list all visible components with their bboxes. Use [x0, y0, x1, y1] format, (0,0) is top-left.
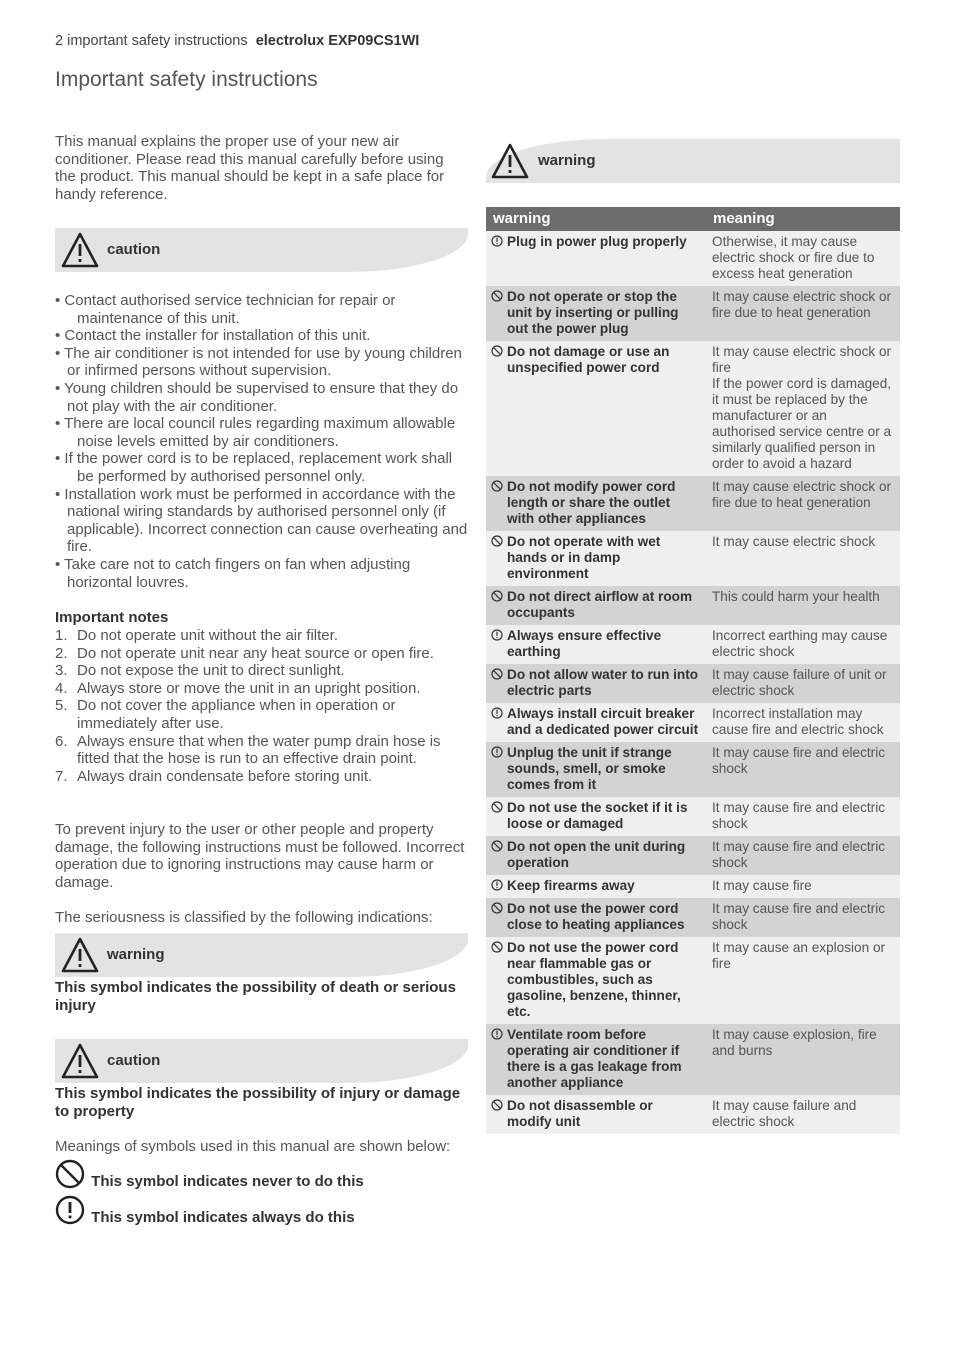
list-item: 4. Always store or move the unit in an upright position. — [55, 679, 421, 697]
warning-cell — [486, 836, 706, 875]
prohibited-icon — [491, 590, 503, 606]
meaning-cell: It may cause an explosion or fire — [706, 937, 900, 1024]
meaning-cell: Incorrect earthing may cause electric shock — [706, 625, 900, 664]
warning-text: Plug in power plug properly — [507, 234, 687, 249]
table-row — [486, 1024, 900, 1095]
table-row — [486, 531, 900, 586]
exclamation-circle-icon — [491, 707, 503, 723]
warning-cell — [486, 1095, 706, 1134]
warning-text: Do not modify power cord length or share the outlet with other appliances — [507, 479, 676, 526]
warning-triangle-icon — [61, 232, 99, 268]
prevent-paragraph: To prevent injury to the user or other people and property damage, the following instructions must be followed. Incorrect operation due to ignoring instructions may cause harm or damage. — [55, 821, 465, 891]
warning-text: Do not operate or stop the unit by inserting or pulling out the power plug — [507, 289, 679, 336]
meaning-cell: This could harm your health — [706, 586, 900, 625]
warning-text: Unplug the unit if strange sounds, smell, or smoke comes from it — [507, 745, 672, 792]
prohibited-icon — [491, 668, 503, 684]
prohibited-icon — [491, 480, 503, 496]
meaning-cell: It may cause fire — [706, 875, 900, 898]
table-row — [486, 742, 900, 797]
table-row — [486, 1095, 900, 1134]
warning-triangle-icon — [61, 1043, 99, 1079]
exclamation-circle-icon — [491, 629, 503, 645]
table-row — [486, 476, 900, 531]
list-item: • Contact the installer for installation of this unit. — [55, 327, 371, 345]
exclamation-circle-icon — [491, 1028, 503, 1044]
prohibited-icon — [491, 535, 503, 551]
list-item: 2. Do not operate unit near any heat source or open fire. — [55, 644, 434, 662]
exclamation-circle-icon — [491, 746, 503, 762]
always-text: This symbol indicates always do this — [91, 1209, 355, 1226]
warning-text: Do not operate with wet hands or in damp environment — [507, 534, 661, 581]
prohibited-icon — [491, 840, 503, 856]
warning-text: Do not use the power cord close to heating appliances — [507, 901, 685, 932]
warning-text: Do not damage or use an unspecified power cord — [507, 344, 670, 375]
list-item: 7. Always drain condensate before storing unit. — [55, 767, 373, 785]
table-row — [486, 937, 900, 1024]
table-row — [486, 898, 900, 937]
warning-text: Do not disassemble or modify unit — [507, 1098, 653, 1129]
warning-cell — [486, 286, 706, 341]
warning-band — [55, 933, 468, 977]
caution-label: caution — [107, 241, 161, 258]
page-title: Important safety instructions — [55, 68, 318, 91]
table-row — [486, 231, 900, 286]
prohibited-icon — [491, 290, 503, 306]
warning-text: Do not use the socket if it is loose or damaged — [507, 800, 688, 831]
warning-table — [486, 207, 900, 1134]
table-row — [486, 586, 900, 625]
meaning-cell: It may cause failure and electric shock — [706, 1095, 900, 1134]
list-item: 5. Do not cover the appliance when in operation or immediately after use. — [55, 697, 396, 732]
list-item: • There are local council rules regarding maximum allowable noise levels emitted by air conditioners. — [55, 415, 456, 450]
caution-band — [55, 228, 468, 272]
list-item: • Take care not to catch fingers on fan when adjusting horizontal louvres. — [55, 555, 411, 591]
warning-cell — [486, 341, 706, 476]
page-section: 2 important safety instructions — [55, 33, 248, 49]
prohibited-icon — [491, 801, 503, 817]
meaning-cell: It may cause fire and electric shock — [706, 742, 900, 797]
table-warning-band — [486, 139, 900, 183]
list-item: 1. Do not operate unit without the air filter. — [55, 627, 338, 644]
list-item: 6. Always ensure that when the water pump drain hose is fitted that the hose is run to an effective drain point. — [55, 732, 441, 768]
exclamation-circle-icon — [55, 1195, 85, 1225]
table-header-row — [486, 207, 900, 231]
table-row — [486, 341, 900, 476]
caution-label: caution — [107, 1052, 161, 1069]
seriousness-paragraph: The seriousness is classified by the following indications: — [55, 909, 433, 926]
meaning-cell: It may cause failure of unit or electric shock — [706, 664, 900, 703]
meaning-cell: It may cause explosion, fire and burns — [706, 1024, 900, 1095]
list-item: • The air conditioner is not intended for use by young children or infirmed persons without supervision. — [55, 344, 462, 380]
notes-list — [55, 627, 469, 785]
warning-label: warning — [538, 152, 596, 169]
always-symbol-row — [55, 1195, 353, 1225]
warning-cell — [486, 1024, 706, 1095]
warning-label: warning — [107, 946, 165, 963]
caution-band-2 — [55, 1039, 468, 1083]
caution-list — [55, 292, 469, 591]
table-row — [486, 797, 900, 836]
meaning-cell: Incorrect installation may cause fire and electric shock — [706, 703, 900, 742]
exclamation-circle-icon — [491, 879, 503, 895]
meaning-cell: It may cause fire and electric shock — [706, 797, 900, 836]
table-row — [486, 286, 900, 341]
prohibited-icon — [55, 1159, 85, 1189]
warning-cell — [486, 937, 706, 1024]
warning-cell — [486, 586, 706, 625]
warning-cell — [486, 875, 706, 898]
meaning-cell: It may cause electric shock or fire If the power cord is damaged, it must be replaced by the manufacturer or an authorised service centre or a similarly qualified person in order to avoid a hazard — [706, 341, 900, 476]
column-header-warning: warning — [486, 207, 706, 231]
warning-cell — [486, 797, 706, 836]
meaning-cell: Otherwise, it may cause electric shock or fire due to excess heat generation — [706, 231, 900, 286]
prohibited-icon — [491, 345, 503, 361]
model-name: electrolux EXP09CS1WI — [255, 33, 420, 49]
list-item: • Young children should be supervised to ensure that they do not play with the air conditioner. — [55, 379, 459, 415]
list-item: • Contact authorised service technician for repair or maintenance of this unit. — [55, 292, 396, 327]
warning-text: Do not open the unit during operation — [507, 839, 686, 870]
warning-triangle-icon — [491, 143, 529, 179]
notes-heading: Important notes — [55, 609, 169, 626]
warning-cell — [486, 231, 706, 286]
prohibited-icon — [491, 941, 503, 957]
warning-triangle-icon — [61, 937, 99, 973]
warning-text: Do not allow water to run into electric parts — [507, 667, 699, 698]
warning-cell — [486, 898, 706, 937]
table-row — [486, 703, 900, 742]
warning-text: Ventilate room before operating air conditioner if there is a gas leakage from another appliance — [507, 1027, 682, 1090]
warning-text: Always ensure effective earthing — [507, 628, 662, 659]
prohibited-icon — [491, 902, 503, 918]
list-item: 3. Do not expose the unit to direct sunlight. — [55, 662, 345, 680]
table-row — [486, 875, 900, 898]
meaning-cell: It may cause electric shock or fire due to heat generation — [706, 286, 900, 341]
warning-cell — [486, 625, 706, 664]
warning-cell — [486, 476, 706, 531]
table-row — [486, 625, 900, 664]
intro-paragraph: This manual explains the proper use of your new air conditioner. Please read this manual carefully before using the product. This manual should be kept in a safe place for handy reference. — [55, 133, 445, 203]
warning-text: Keep firearms away — [507, 878, 635, 893]
meaning-cell: It may cause fire and electric shock — [706, 898, 900, 937]
list-item: • If the power cord is to be replaced, replacement work shall be performed by authorised personnel only. — [55, 450, 453, 485]
never-text: This symbol indicates never to do this — [91, 1173, 364, 1190]
warning-cell — [486, 742, 706, 797]
exclamation-circle-icon — [491, 235, 503, 251]
meanings-paragraph: Meanings of symbols used in this manual are shown below: — [55, 1138, 451, 1155]
table-row — [486, 836, 900, 875]
column-header-meaning: meaning — [706, 207, 900, 231]
warning-text: Do not use the power cord near flammable gas or combustibles, such as gasoline, benzene, thinner, etc. — [507, 940, 681, 1019]
prohibited-icon — [491, 1099, 503, 1115]
meaning-cell: It may cause fire and electric shock — [706, 836, 900, 875]
warning-cell — [486, 531, 706, 586]
warning-text: Do not direct airflow at room occupants — [507, 589, 693, 620]
warning-description: This symbol indicates the possibility of death or serious injury — [55, 979, 456, 1014]
meaning-cell: It may cause electric shock — [706, 531, 900, 586]
warning-text: Always install circuit breaker and a dedicated power circuit — [507, 706, 699, 737]
never-symbol-row — [55, 1159, 362, 1189]
table-row — [486, 664, 900, 703]
table-body — [486, 231, 900, 1134]
warning-cell — [486, 703, 706, 742]
warning-cell — [486, 664, 706, 703]
list-item: • Installation work must be performed in accordance with the national wiring standards by authorised personnel only (if applicable). Incorrect connection can cause overheating and fire. — [55, 485, 468, 556]
page-header — [55, 33, 419, 49]
caution-description: This symbol indicates the possibility of injury or damage to property — [55, 1085, 461, 1120]
meaning-cell: It may cause electric shock or fire due to heat generation — [706, 476, 900, 531]
